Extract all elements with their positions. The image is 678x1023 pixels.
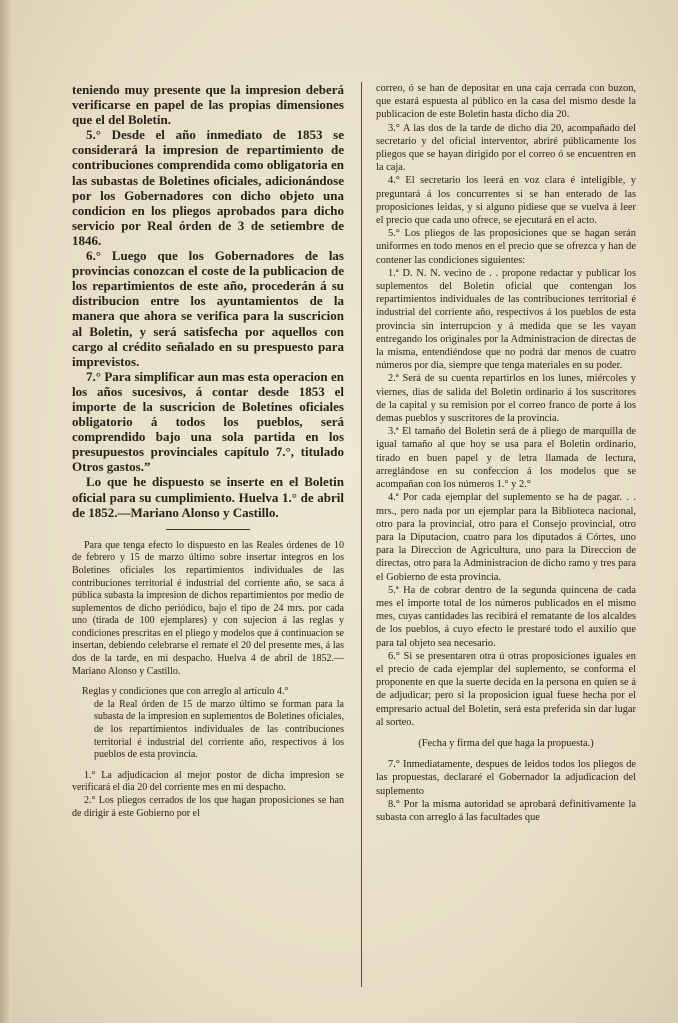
decree-paragraph: 5.° Desde el año inmediato de 1853 se considerará la impresion de repartimiento de contribuciones comprendida como obligatoria en las subastas de Boletines oficiales, adicionándose por los Gobernadores con dicho objeto una condicion en los pliegos aprobados para dicho servicio por Real órden de 3 de setiembre de 1846. <box>72 127 344 248</box>
rule-item: 7.° Inmediatamente, despues de leidos todos los pliegos de las propuestas, declararé el Gobernador la adjudicacion del suplemento <box>376 759 636 797</box>
left-column <box>72 82 344 820</box>
condition-item: 5.ª Ha de cobrar dentro de la segunda quincena de cada mes el importe total de los números publicados en el mismo mes, cuyas cantidades las recibirá el rematante de los alcaldes de los pueblos, á cuyo efecto le prestaré todo el auxilio que para tal objeto sea necesario. <box>376 584 636 649</box>
rule-item: 8.° Por la misma autoridad se aprobará definitivamente la subasta con arreglo á las facultades que <box>376 798 636 823</box>
rules-heading: Reglas y condiciones que con arreglo al artículo 4.° de la Real órden de 15 de marzo último se forman para la subasta de la impresion en suplementos de Boletines oficiales, de los repartimientos individuales de las contribuciones territorial é industrial del corriente año, respectivos á los pueblos de esta provincia. <box>82 686 344 761</box>
condition-item: 3.ª El tamaño del Boletin será de á pliego de marquilla de igual tamaño al que hoy se usa para el Boletin ordinario, tirado en buen papel y de letra llamada de lectura, arreglándose en su confeccion á los modelos que se acompañan con los números 1.° y 2.° <box>376 426 636 491</box>
decree-paragraph: 7.° Para simplificar aun mas esta operacion en los años sucesivos, á contar desde 1853 el importe de la suscricion de Boletines oficiales obligatorio á todos los pueblos, será comprendido bajo una sola partida en los presupuestos provinciales capítulo 7.°, titulado Otros gastos.” <box>72 368 344 475</box>
rule-item: 1.° La adjudicacion al mejor postor de dicha impresion se verificará el dia 20 del corriente mes en mi despacho. <box>72 769 344 794</box>
section-divider <box>166 529 250 530</box>
decree-paragraph: 6.° Luego que los Gobernadores de las provincias conozcan el coste de la publicacion de los repartimientos de este año, procederán á su distribucion entre los ayuntamientos de la manera que ahora se verifica para la suscricion al Boletin, y será satisfecha por aquellos con cargo al crédito señalado en su prespuesto para imprevistos. <box>72 248 344 369</box>
auction-notice: Para que tenga efecto lo dispuesto en las Reales órdenes de 10 de febrero y 15 de marzo último sobre insertar íntegros en los Boletines oficiales los repartimientos individuales de las contribuciones territorial é industrial del corriente año, se saca á pública subasta la impresion de dichos repartimientos por medio de suplementos de dicho periódico, bajo el tipo de 24 mrs. por cada uno (tirada de 100 ejemplares) y con sujecion á las reglas y condiciones prescritas en el pliego y modelos que á continuacion se insertan, debiendo celebrarse el remate el 20 del presente mes, á las dos de la tarde, en mi despacho. Huelva 4 de abril de 1852.—Mariano Alonso y Castillo. <box>72 539 344 677</box>
rule-item: 3.° A las dos de la tarde de dicho dia 20, acompañado del secretario y del oficial interventor, abriré públicamente los pliegos que se hayan dirigido por el correo ó se encuentren en la caja. <box>376 122 636 174</box>
notice-text <box>72 540 344 820</box>
rule-item: 2.° Los pliegos cerrados de los que hagan proposiciones se han de dirigir á este Gobierno por el <box>72 795 344 819</box>
rule-item: 4.° El secretario los leerá en voz clara é inteligible, y preguntará á los concurrentes si se han enterado de las proposiciones leidas, y si alguno pidiese que se vuelva á leer el precio que cada uno ofrece, se ejecutará en el acto. <box>376 175 636 227</box>
page-binding-edge <box>0 0 12 1023</box>
decree-closing: Lo que he dispuesto se inserte en el Boletin oficial para su cumplimiento. Huelva 1.° de abril de 1852.—Mariano Alonso y Castillo. <box>72 474 344 520</box>
right-column <box>376 82 636 824</box>
signature-note: (Fecha y firma del que haga la propuesta.) <box>418 737 594 749</box>
condition-item: 2.ª Será de su cuenta repartirlos en los lunes, miércoles y viernes, dias de salida del Boletin ordinario á los suscritores de la capital y su remision por el correo franco de porte á los demas pueblos y suscritores de la provincia. <box>376 373 636 425</box>
column-divider <box>361 82 362 987</box>
decree-text <box>72 82 344 520</box>
condition-item: 1.ª D. N. N. vecino de . . propone redactar y publicar los suplementos del Boletin oficial que contengan los repartimientos individuales de las contribuciones territorial é industrial del corriente año, respectivos á los pueblos de esta provincia sin interrupcion y á medida que se les vayan entregando los originales por la Administracion de directas de la misma, entendiéndose que no podrá dar menos de cuatro números por dia, siempre que tenga materiales en su poder. <box>376 267 636 372</box>
condition-item: 6.° Si se presentaren otra ú otras proposiciones iguales en el precio de cada ejemplar del suplemento, se conforma el proponente en que la suerte decida en la persona en quien se á de adjudicar; pero si la proposicion igual fuese hecha por el empresario actual del Boletin, será esta preferida sin dar lugar al sorteo. <box>376 650 636 728</box>
rule-item: correo, ó se han de depositar en una caja cerrada con buzon, que estará espuesta al público en la casa del mismo desde la publicacion de este Boletin hasta dicho dia 20. <box>376 83 636 121</box>
condition-item: 4.ª Por cada ejemplar del suplemento se ha de pagar. . . mrs., pero nada por un ejemplar para la Biblioteca nacional, otro para la provincial, otro para el Consejo provincial, otro para la Diputacion, cuatro para los diputados á Córtes, uno para la Direccion de Agricultura, uno para la Direccion de directas, otro para la Administracion de dicho ramo y tres para el Gobierno de esta provincia. <box>376 492 636 583</box>
decree-paragraph: teniendo muy presente que la impresion deberá verificarse en papel de las propias dimensiones que el del Boletin. <box>72 82 344 128</box>
rule-item: 5.° Los pliegos de las proposiciones que se hagan serán uniformes en todo menos en el precio que se ofrezca y han de contener las condiciones siguientes: <box>376 228 636 266</box>
